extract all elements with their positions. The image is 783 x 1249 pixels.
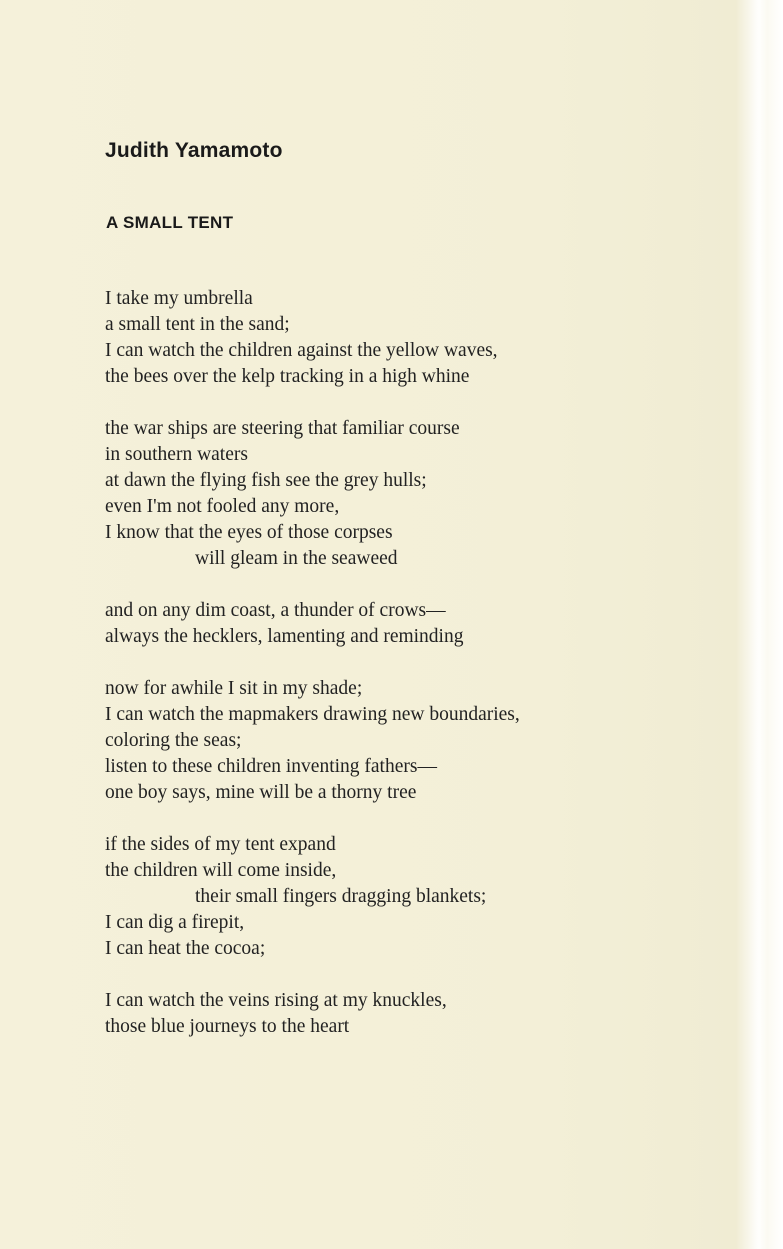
- poem-line: I can watch the children against the yellow waves,: [105, 340, 498, 361]
- stanza-4: [105, 676, 685, 806]
- poem-line: the children will come inside,: [105, 860, 337, 881]
- poem-line: those blue journeys to the heart: [105, 1016, 350, 1037]
- poem-line: listen to these children inventing fathers—: [105, 756, 437, 777]
- poem-line: I can watch the veins rising at my knuckles,: [105, 990, 447, 1011]
- poem-line: I take my umbrella: [105, 288, 253, 309]
- stanza-3: [105, 598, 685, 650]
- poem-line: one boy says, mine will be a thorny tree: [105, 782, 417, 803]
- poem-line: a small tent in the sand;: [105, 314, 290, 335]
- poem-body: [105, 286, 685, 1040]
- poem-line: I can watch the mapmakers drawing new boundaries,: [105, 704, 520, 725]
- stanza-6: [105, 988, 685, 1040]
- stanza-break: [105, 572, 685, 598]
- poem-line: at dawn the flying fish see the grey hulls;: [105, 470, 427, 491]
- poem-line: the war ships are steering that familiar course: [105, 418, 460, 439]
- poem-line: even I'm not fooled any more,: [105, 496, 340, 517]
- poem-line: and on any dim coast, a thunder of crows—: [105, 600, 446, 621]
- poem-line: if the sides of my tent expand: [105, 834, 336, 855]
- poem-line: I know that the eyes of those corpses: [105, 522, 393, 543]
- poem-line: in southern waters: [105, 444, 248, 465]
- poem-line-indented: will gleam in the seaweed: [195, 548, 398, 569]
- poem-line: I can dig a firepit,: [105, 912, 245, 933]
- stanza-break: [105, 962, 685, 988]
- stanza-break: [105, 650, 685, 676]
- stanza-break: [105, 390, 685, 416]
- poem-line: coloring the seas;: [105, 730, 242, 751]
- stanza-2: [105, 416, 685, 572]
- stanza-5: [105, 832, 685, 962]
- poem-line-indented: their small fingers dragging blankets;: [195, 886, 487, 907]
- stanza-break: [105, 806, 685, 832]
- poem-line: now for awhile I sit in my shade;: [105, 678, 363, 699]
- poem-title: A SMALL TENT: [106, 213, 234, 232]
- stanza-1: [105, 286, 685, 390]
- page-edge: [757, 0, 783, 1249]
- author-name: Judith Yamamoto: [105, 139, 283, 162]
- poem-line: always the hecklers, lamenting and reminding: [105, 626, 464, 647]
- poem-line: the bees over the kelp tracking in a high whine: [105, 366, 470, 387]
- poem-line: I can heat the cocoa;: [105, 938, 266, 959]
